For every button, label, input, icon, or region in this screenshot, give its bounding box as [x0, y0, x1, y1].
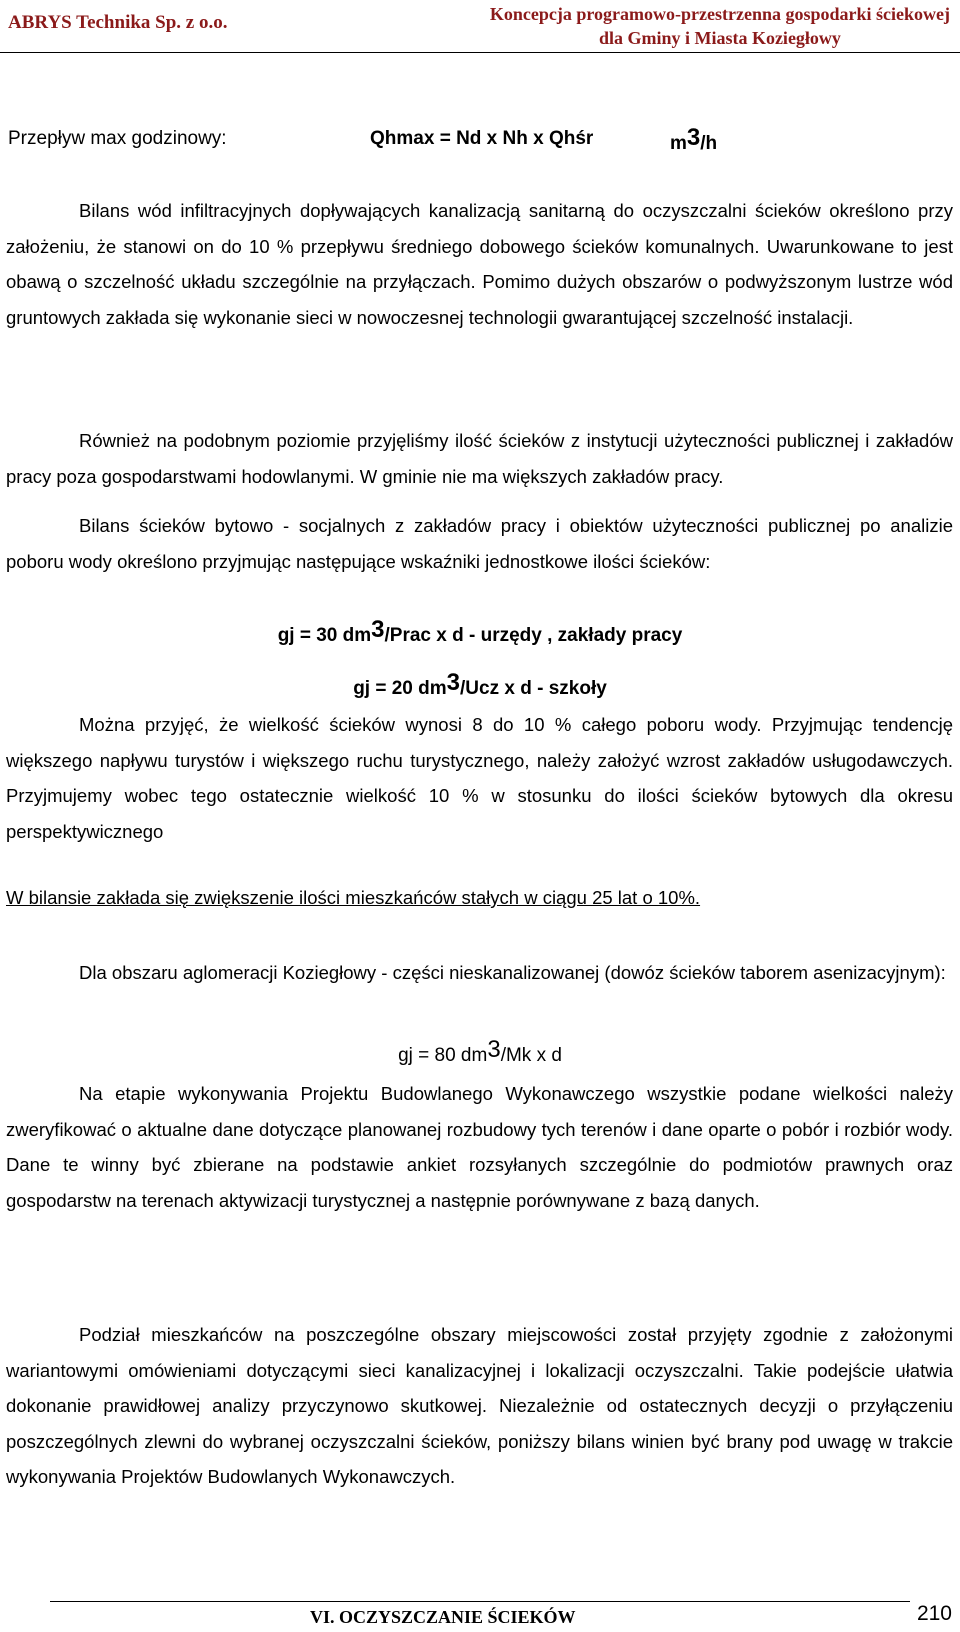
page-header: [0, 0, 960, 53]
paragraph-agglomeration: Dla obszaru aglomeracji Koziegłowy - części nieskanalizowanej (dowóz ścieków taborem asenizacyjnym):: [79, 962, 946, 983]
paragraph-infiltration: Bilans wód infiltracyjnych dopływających kanalizacją sanitarną do oczyszczalni ścieków określono przy założeniu, że stanowi on do 10 % przepływu średniego dobowego ścieków komunalnych. Uwarunkowane to jest obawą o szczelność układu szczególnie na przyłączach. Pomimo dużych obszarów o podwyższonym lustrze wód gruntowych zakłada się wykonanie sieci w nowoczesnej technologii gwarantującej szczelność instalacji.: [6, 200, 953, 328]
paragraph-population-growth: W bilansie zakłada się zwiększenie ilości mieszkańców stałych w ciągu 25 lat o 10%.: [6, 887, 701, 908]
document-title-line1: Koncepcja programowo-przestrzenna gospodarki ściekowej: [489, 4, 950, 24]
page-number: 210: [916, 1602, 952, 1625]
paragraph-population-split: Podział mieszkańców na poszczególne obszary miejscowości został przyjęty zgodnie z założonymi wariantowymi omówieniami dotyczącymi sieci kanalizacyjnej i lokalizacji oczyszczalni. Takie podejście ułatwia dokonanie prawidłowej analizy przyczynowo skutkowej. Niezależnie od ostatecznych decyzji o przyłączeniu poszczególnych zlewni do wybranej oczyszczalni ścieków, poniższy bilans winien być brany pod uwagę w trakcie wykonywania Projektów Budowlanych Wykonawczych.: [6, 1324, 953, 1487]
formula-unit: m3/h: [670, 124, 718, 154]
formula-max-hourly: [8, 124, 948, 154]
paragraph-project-stage: Na etapie wykonywania Projektu Budowlanego Wykonawczego wszystkie podane wielkości należy zweryfikować o aktualne dane dotyczące planowanej rozbudowy tych terenów i dane oparte o pobór i rozbiór wody. Dane te winny być zbierane na podstawie ankiet rozsyłanych szczególnie do podmiotów prawnych oraz gospodarstw na terenach aktywizacji turystycznej a następnie porównywane z bazą danych.: [6, 1083, 953, 1211]
formula-schools: gj = 20 dm3/Ucz x d - szkoły: [353, 669, 607, 699]
chapter-title: VI. OCZYSZCZANIE ŚCIEKÓW: [310, 1607, 576, 1627]
document-title-line2: dla Gminy i Miasta Koziegłowy: [598, 28, 841, 48]
document-title: [490, 2, 950, 50]
footer-rule: [50, 1601, 910, 1602]
paragraph-institutions: Również na podobnym poziomie przyjęliśmy ilość ścieków z instytucji użyteczności publicznej i zakładów pracy poza gospodarstwami hodowlanymi. W gminie nie ma większych zakładów pracy.: [6, 430, 953, 487]
company-name: ABRYS Technika Sp. z o.o.: [8, 12, 228, 33]
paragraph-unit-indicators: Bilans ścieków bytowo - socjalnych z zakładów pracy i obiektów użyteczności publicznej po analizie poboru wody określono przyjmując następujące wskaźniki jednostkowe ilości ścieków:: [6, 515, 953, 572]
paragraph-services: Można przyjęć, że wielkość ścieków wynosi 8 do 10 % całego poboru wody. Przyjmując tendencję większego napływu turystów i większego ruchu turystycznego, należy założyć wzrost zakładów usługodawczych. Przyjmujemy wobec tego ostatecznie wielkość 10 % w stosunku do ilości ścieków bytowych dla okresu perspektywicznego: [6, 714, 953, 842]
formula-offices: gj = 30 dm3/Prac x d - urzędy , zakłady pracy: [277, 616, 683, 646]
formula-label: Przepływ max godzinowy:: [8, 128, 227, 149]
formula-expression: Qhmax = Nd x Nh x Qhśr: [370, 128, 594, 149]
formula-residents: gj = 80 dm3/Mk x d: [398, 1036, 562, 1066]
